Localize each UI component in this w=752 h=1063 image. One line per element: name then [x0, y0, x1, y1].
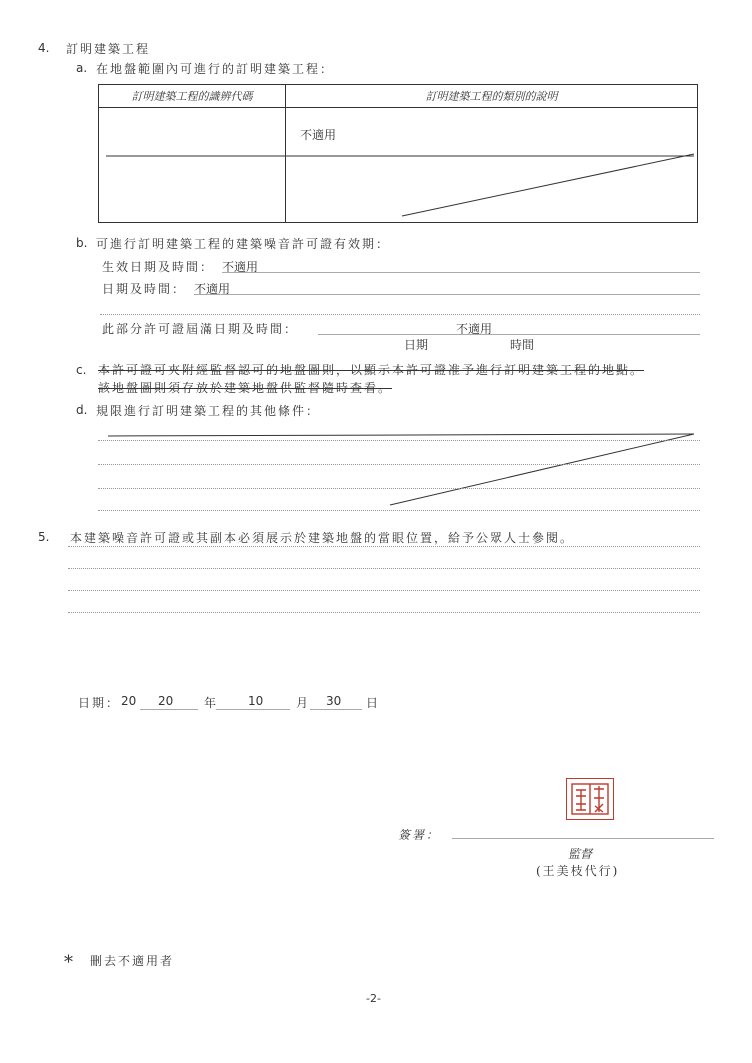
date-day-label: 日: [366, 696, 379, 710]
conditions-line-4: [98, 510, 700, 511]
date-year: 20: [158, 694, 174, 708]
date-caption: 日期: [404, 338, 429, 352]
expiry-label: 此部分許可證屆滿日期及時間：: [102, 322, 299, 336]
effective-date-value: 不適用: [222, 260, 259, 274]
time-caption: 時間: [510, 338, 535, 352]
signature-on-behalf: (王美枝代行): [536, 864, 620, 878]
date-label: 日期：: [78, 696, 121, 710]
seal-mark-icon: [570, 782, 610, 816]
conditions-line-1: [98, 440, 700, 441]
effective-date-label: 生效日期及時間：: [102, 260, 215, 274]
date-month-line: [216, 709, 290, 710]
footnote-text: 刪去不適用者: [90, 954, 175, 968]
expiry-line: [318, 334, 700, 335]
item-c-line-2: 該地盤圖則須存放於建築地盤供監督隨時查看。: [98, 381, 393, 395]
item-b-text: 可進行訂明建築工程的建築噪音許可證有效期：: [96, 237, 391, 251]
table-cell-value: 不適用: [300, 128, 337, 142]
item-d-text: 規限進行訂明建築工程的其他條件：: [96, 404, 321, 418]
footnote-asterisk-icon: *: [64, 952, 73, 973]
conditions-line-2: [98, 464, 700, 465]
section-5-number: 5.: [38, 530, 50, 544]
date-century: 20: [121, 694, 137, 708]
conditions-strike-diagonal: [390, 434, 694, 505]
section-4-title: 訂明建築工程: [66, 42, 151, 56]
date-day: 30: [326, 694, 342, 708]
item-a-text: 在地盤範圍內可進行的訂明建築工程：: [96, 62, 335, 76]
signature-title: 監督: [568, 847, 593, 861]
table-header-description: 訂明建築工程的類別的說明: [286, 85, 698, 108]
conditions-strike-horizontal: [108, 434, 694, 436]
datetime-line: [194, 294, 700, 295]
signature-label: 簽署：: [398, 828, 441, 842]
date-month-label: 月: [296, 696, 309, 710]
item-a-letter: a.: [76, 61, 88, 75]
date-year-label: 年: [204, 696, 217, 710]
section-5-line-4: [68, 612, 700, 613]
datetime-label: 日期及時間：: [102, 282, 187, 296]
item-b-letter: b.: [76, 236, 88, 250]
signature-line: [452, 838, 714, 839]
section-4-number: 4.: [38, 41, 50, 55]
conditions-line-3: [98, 488, 700, 489]
table-header-id-code: 訂明建築工程的識辨代碼: [99, 85, 286, 108]
page-number: -2-: [366, 992, 381, 1005]
official-seal: [566, 778, 614, 820]
item-c-letter: c.: [76, 363, 87, 377]
effective-date-line: [222, 272, 700, 273]
expiry-value: 不適用: [456, 322, 493, 336]
section-5-line-1: [68, 546, 700, 547]
date-day-line: [310, 709, 362, 710]
item-d-letter: d.: [76, 403, 88, 417]
item-c-line-1: 本許可證可夾附經監督認可的地盤圖則，以顯示本許可證准予進行訂明建築工程的地點。: [98, 363, 645, 377]
date-year-line: [140, 709, 198, 710]
datetime-value: 不適用: [194, 282, 231, 296]
table-strike-diagonal: [402, 154, 694, 216]
section-5-text: 本建築噪音許可證或其副本必須展示於建築地盤的當眼位置，給予公眾人士參閱。: [70, 531, 575, 545]
section-5-line-3: [68, 590, 700, 591]
section-5-line-2: [68, 568, 700, 569]
datetime-extra-line: [100, 314, 700, 315]
date-month: 10: [248, 694, 264, 708]
